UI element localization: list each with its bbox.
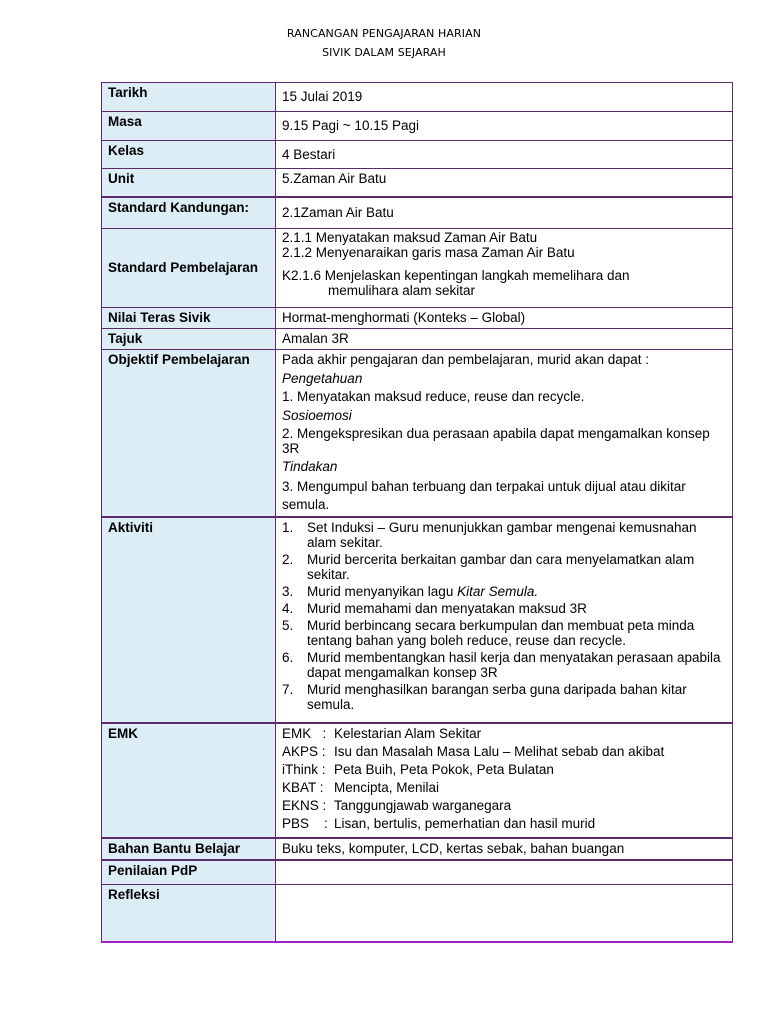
label-unit: Unit bbox=[102, 169, 276, 197]
aktiviti-item bbox=[282, 520, 726, 550]
sp-item-3-cont: memulihara alam sekitar bbox=[328, 283, 476, 298]
value-masa: 9.15 Pagi ~ 10.15 Pagi bbox=[276, 112, 733, 141]
label-masa: Masa bbox=[102, 112, 276, 141]
aktiviti-text: Murid berbincang secara berkumpulan dan membuat peta minda tentang bahan yang boleh reduce, reuse dan recycle. bbox=[307, 617, 695, 648]
aktiviti-number: 3. bbox=[282, 583, 294, 599]
value-objektif bbox=[276, 350, 733, 517]
value-tajuk: Amalan 3R bbox=[276, 329, 733, 350]
emk-list bbox=[282, 726, 726, 833]
label-standard-kandungan: Standard Kandungan: bbox=[102, 197, 276, 229]
emk-key: EKNS : bbox=[282, 798, 327, 814]
sp-item-2: 2.1.2 Menyenaraikan garis masa Zaman Air Batu bbox=[282, 245, 575, 260]
emk-key: PBS : bbox=[282, 816, 328, 832]
sp-item-1: 2.1.1 Menyatakan maksud Zaman Air Batu bbox=[282, 230, 538, 245]
objektif-item-3: 3. Mengumpul bahan terbuang dan terpakai untuk dijual atau dikitar semula. bbox=[282, 478, 686, 512]
aktiviti-item bbox=[282, 682, 726, 712]
label-emk: EMK bbox=[102, 723, 276, 838]
emk-value: Lisan, bertulis, pemerhatian dan hasil murid bbox=[334, 816, 596, 832]
value-kelas: 4 Bestari bbox=[276, 141, 733, 169]
aktiviti-list bbox=[282, 520, 726, 712]
document-subtitle: SIVIK DALAM SEJARAH bbox=[322, 46, 446, 59]
lesson-plan-table bbox=[101, 82, 733, 943]
aktiviti-item bbox=[282, 552, 726, 582]
emk-row bbox=[282, 744, 726, 760]
value-standard-pembelajaran bbox=[276, 229, 733, 308]
aktiviti-number: 1. bbox=[282, 519, 294, 535]
emk-value: Peta Buih, Peta Pokok, Peta Bulatan bbox=[334, 761, 554, 777]
label-kelas: Kelas bbox=[102, 141, 276, 169]
emk-row bbox=[282, 762, 726, 778]
emk-row bbox=[282, 816, 726, 832]
value-emk bbox=[276, 723, 733, 838]
aktiviti-text: Set Induksi – Guru menunjukkan gambar mengenai kemusnahan alam sekitar. bbox=[307, 519, 697, 550]
emk-key: iThink : bbox=[282, 761, 326, 777]
aktiviti-number: 4. bbox=[282, 600, 294, 616]
aktiviti-text: Murid bercerita berkaitan gambar dan cara menyelamatkan alam sekitar. bbox=[307, 551, 695, 582]
document-title: RANCANGAN PENGAJARAN HARIAN bbox=[286, 27, 482, 40]
label-standard-pembelajaran: Standard Pembelajaran bbox=[102, 229, 276, 308]
emk-row bbox=[282, 726, 726, 742]
label-tarikh: Tarikh bbox=[102, 83, 276, 112]
aktiviti-text: Murid memahami dan menyatakan maksud 3R bbox=[307, 600, 587, 616]
objektif-heading-pengetahuan: Pengetahuan bbox=[282, 370, 363, 386]
emk-key: AKPS : bbox=[282, 743, 326, 759]
label-aktiviti: Aktiviti bbox=[102, 517, 276, 723]
value-unit: 5.Zaman Air Batu bbox=[276, 169, 733, 197]
label-tajuk: Tajuk bbox=[102, 329, 276, 350]
aktiviti-number: 5. bbox=[282, 617, 294, 633]
label-refleksi: Refleksi bbox=[102, 885, 276, 942]
aktiviti-number: 2. bbox=[282, 551, 294, 567]
sp-item-3: K2.1.6 Menjelaskan kepentingan langkah memelihara dan bbox=[282, 268, 630, 283]
aktiviti-number: 6. bbox=[282, 649, 294, 665]
aktiviti-item bbox=[282, 618, 726, 648]
value-tarikh: 15 Julai 2019 bbox=[276, 83, 733, 112]
aktiviti-item bbox=[282, 650, 726, 680]
objektif-item-2: 2. Mengekspresikan dua perasaan apabila dapat mengamalkan konsep 3R bbox=[282, 426, 710, 456]
value-refleksi bbox=[276, 885, 733, 942]
emk-row bbox=[282, 798, 726, 814]
label-bahan: Bahan Bantu Belajar bbox=[102, 838, 276, 860]
emk-value: Kelestarian Alam Sekitar bbox=[334, 725, 482, 741]
emk-key: KBAT : bbox=[282, 780, 324, 796]
aktiviti-text: Murid menyanyikan lagu bbox=[307, 583, 458, 599]
objektif-intro: Pada akhir pengajaran dan pembelajaran, murid akan dapat : bbox=[282, 352, 649, 367]
aktiviti-item bbox=[282, 601, 726, 616]
objektif-heading-tindakan: Tindakan bbox=[282, 459, 338, 474]
objektif-item-1: 1. Menyatakan maksud reduce, reuse dan recycle. bbox=[282, 389, 585, 404]
aktiviti-number: 7. bbox=[282, 681, 294, 697]
label-objektif: Objektif Pembelajaran bbox=[102, 350, 276, 517]
value-aktiviti bbox=[276, 517, 733, 723]
emk-key: EMK : bbox=[282, 725, 327, 741]
emk-value: Tanggungjawab warganegara bbox=[334, 798, 512, 814]
aktiviti-text: Murid membentangkan hasil kerja dan menyatakan perasaan apabila dapat mengamalkan konsep 3R bbox=[307, 649, 721, 680]
label-nilai: Nilai Teras Sivik bbox=[102, 308, 276, 329]
value-bahan: Buku teks, komputer, LCD, kertas sebak, bahan buangan bbox=[276, 838, 733, 860]
aktiviti-text: Murid menghasilkan barangan serba guna daripada bahan kitar semula. bbox=[307, 681, 687, 712]
emk-value: Mencipta, Menilai bbox=[334, 780, 440, 796]
emk-value: Isu dan Masalah Masa Lalu – Melihat sebab dan akibat bbox=[334, 743, 665, 759]
label-penilaian: Penilaian PdP bbox=[102, 860, 276, 885]
objektif-heading-sosioemosi: Sosioemosi bbox=[282, 407, 352, 423]
aktiviti-song-title: Kitar Semula. bbox=[457, 583, 539, 599]
value-standard-kandungan: 2.1Zaman Air Batu bbox=[276, 197, 733, 229]
value-nilai: Hormat-menghormati (Konteks – Global) bbox=[276, 308, 733, 329]
emk-row bbox=[282, 780, 726, 796]
aktiviti-item bbox=[282, 584, 726, 599]
value-penilaian bbox=[276, 860, 733, 885]
